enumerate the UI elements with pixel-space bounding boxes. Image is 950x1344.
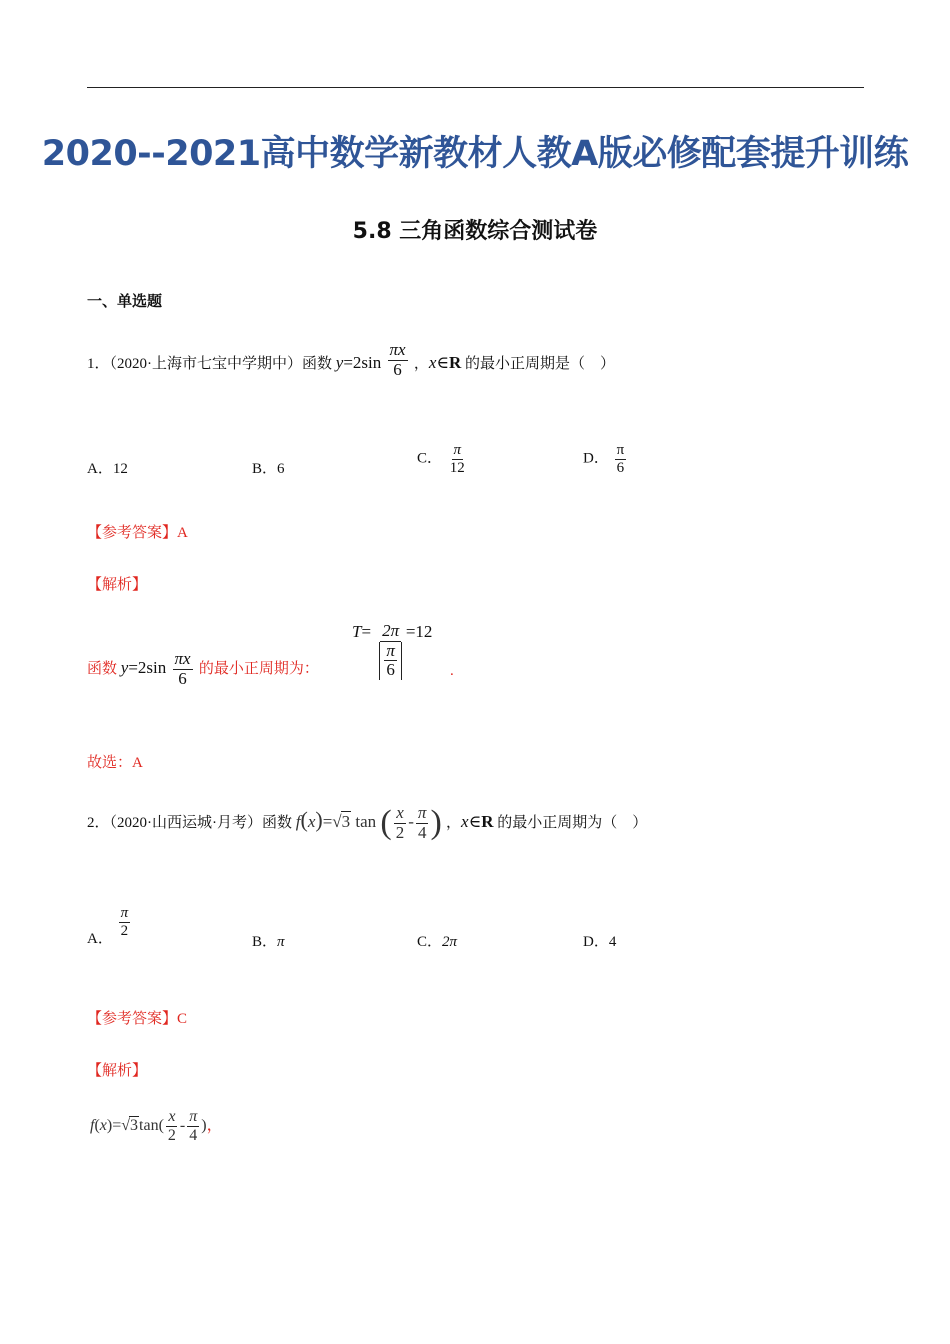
period-formula: T= $\frac{2\pi}{\frac{\pi}{6}}$ =12 [352, 621, 433, 680]
analysis-label-2: 【解析】 [87, 1063, 148, 1079]
analysis-line-1: 函数 y=2sin $\frac{\pi x}{6}$ 的最小正周期为： [87, 649, 319, 688]
fraction: $\frac{\pi x}{6}$ [389, 340, 406, 379]
fraction: $\frac{\pi}{12}$ [449, 442, 465, 476]
analysis-label-1: 【解析】 [87, 577, 148, 593]
question-source: （2020·上海市七宝中学期中）函数 [109, 356, 333, 373]
section-heading: 一、单选题 [87, 292, 163, 310]
option-d[interactable]: D． $\frac{\pi}{6}$ [583, 442, 625, 476]
formula: y=2sin $\frac{\pi x}{6}$ [120, 649, 191, 688]
document-subtitle: 5.8 三角函数综合测试卷 [352, 219, 598, 244]
option-b[interactable]: B．6 [252, 461, 285, 477]
period-end-mark: . [450, 663, 454, 679]
analysis-formula-2: f(x)=√3tan( $\frac{x}{2}$ - $\frac{\pi}{4}$ )， [90, 1108, 223, 1144]
fraction: $\frac{\pi}{6}$ [616, 442, 625, 476]
formula: y=2sin $\frac{\pi x}{6}$ [335, 340, 406, 379]
header-rule [87, 87, 864, 88]
document-banner-title: 2020--2021高中数学新教材人教A版必修配套提升训练 [41, 134, 909, 174]
option-b[interactable]: B．π [252, 934, 285, 950]
formula: f(x)=√3 tan ( $\frac{x}{2}$ - $\frac{\pi}{4}$ ) [295, 803, 442, 842]
option-c[interactable]: C． $\frac{\pi}{12}$ [417, 442, 465, 476]
question-source: （2020·山西运城·月考）函数 [109, 815, 293, 832]
question-number: 1． [87, 356, 110, 373]
option-c[interactable]: C．2π [417, 934, 458, 950]
fraction: $\frac{\pi x}{6}$ [174, 649, 191, 688]
question-tail: 的最小正周期为（ ） [497, 815, 648, 832]
conclusion-1: 故选：A [87, 755, 143, 771]
fraction: $\frac{2\pi}{\frac{\pi}{6}}$ [377, 622, 404, 680]
question-2: 2．（2020·山西运城·月考）函数 f(x)=√3 tan ( $\frac{x}{2}$ - $\frac{\pi}{4}$ ) ，x∈R 的最小正周期为（ ） [87, 803, 648, 842]
fraction: $\frac{\pi}{2}$ [120, 905, 129, 939]
question-number: 2． [87, 815, 110, 832]
option-a[interactable]: A． $\frac{\pi}{2}$ [87, 905, 129, 948]
option-d[interactable]: D．4 [583, 934, 617, 950]
option-a[interactable]: A．12 [87, 461, 128, 477]
question-tail: 的最小正周期是（ ） [465, 356, 616, 373]
answer-1: 【参考答案】A [87, 525, 188, 541]
question-1: 1．（2020·上海市七宝中学期中）函数 y=2sin $\frac{\pi x}{6}$ ，x∈R 的最小正周期是（ ） [87, 340, 616, 379]
answer-2: 【参考答案】C [87, 1011, 188, 1027]
